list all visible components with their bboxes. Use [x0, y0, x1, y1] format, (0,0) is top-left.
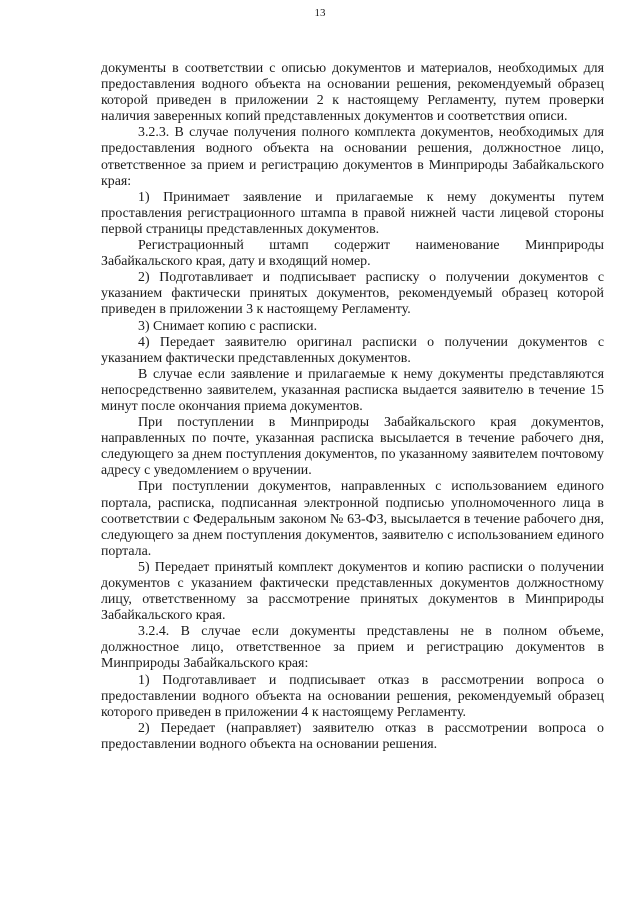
paragraph-step-1: 1) Принимает заявление и прилагаемые к нему документы путем проставления регистрационного штампа в правой нижней части лицевой стороны первой страницы представленных документов. [101, 189, 604, 237]
paragraph-registration-stamp: Регистрационный штамп содержит наименование Минприроды Забайкальского края, дату и входящий номер. [101, 238, 604, 270]
document-body [101, 61, 604, 753]
paragraph-list-check-continuation: документы в соответствии с описью документов и материалов, необходимых для предоставления водного объекта на основании решения, рекомендуемый образец которой приведен в приложении 2 к настоящему Регламенту, путем проверки наличия заверенных копий представленных документов и соответствия описи. [101, 61, 604, 125]
paragraph-step-5: 5) Передает принятый комплект документов и копию расписки о получении документов с указанием фактически представленных документов должностному лицу, ответственному за рассмотрение принятых документов в Минприроды Забайкальского края. [101, 559, 604, 624]
paragraph-step-3: 3) Снимает копию с расписки. [138, 318, 318, 334]
page-number: 13 [314, 7, 326, 19]
paragraph-refusal-step-2: 2) Передает (направляет) заявителю отказ в рассмотрении вопроса о предоставлении водного объекта на основании решения. [101, 720, 604, 752]
paragraph-postal-submission: При поступлении в Минприроды Забайкальского края документов, направленных по почте, указанная расписка высылается в течение рабочего дня, следующего за днем поступления документов, по указанному заявителем почтовому адресу с уведомлением о вручении. [101, 415, 604, 479]
paragraph-refusal-step-1: 1) Подготавливает и подписывает отказ в рассмотрении вопроса о предоставлении водного объекта на основании решения, рекомендуемый образец которого приведен в приложении 4 к настоящему Регламенту. [101, 672, 604, 720]
paragraph-portal-submission: При поступлении документов, направленных с использованием единого портала, расписка, подписанная электронной подписью уполномоченного лица в соответствии с Федеральным законом № 63-ФЗ, высылается в течение рабочего дня, следующего за днем поступления документов, заявителю с использованием единого портала. [101, 479, 604, 559]
paragraph-3-2-3: 3.2.3. В случае получения полного комплекта документов, необходимых для предоставления водного объекта на основании решения, должностное лицо, ответственное за прием и регистрацию документов в Минприроды Забайкальского края: [101, 125, 604, 189]
paragraph-step-4: 4) Передает заявителю оригинал расписки о получении документов с указанием фактически представленных документов. [101, 334, 604, 366]
paragraph-personal-submission: В случае если заявление и прилагаемые к нему документы представляются непосредственно заявителем, указанная расписка выдается заявителю в течение 15 минут после окончания приема документов. [101, 366, 604, 414]
paragraph-3-2-4: 3.2.4. В случае если документы представлены не в полном объеме, должностное лицо, ответственное за прием и регистрацию документов в Минприроды Забайкальского края: [101, 624, 604, 672]
paragraph-step-2: 2) Подготавливает и подписывает расписку о получении документов с указанием фактически принятых документов, рекомендуемый образец которой приведен в приложении 3 к настоящему Регламенту. [101, 270, 604, 318]
